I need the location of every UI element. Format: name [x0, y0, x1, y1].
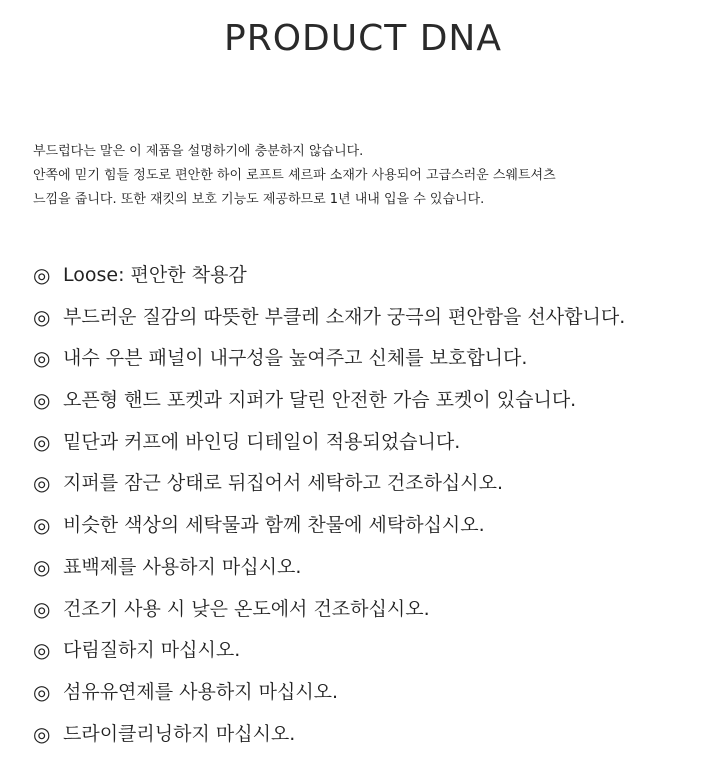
feature-text: 오픈형 핸드 포켓과 지퍼가 달린 안전한 가슴 포켓이 있습니다. [63, 389, 577, 412]
feature-item [33, 510, 723, 552]
circle-bullet-icon: ◎ [33, 263, 51, 287]
feature-item [33, 468, 723, 510]
circle-bullet-icon: ◎ [33, 554, 51, 579]
feature-text: 부드러운 질감의 따뜻한 부클레 소재가 궁극의 편안함을 선사합니다. [63, 305, 626, 328]
feature-text: 지퍼를 잠근 상태로 뒤집어서 세탁하고 건조하십시오. [63, 472, 504, 495]
feature-item [33, 552, 723, 594]
circle-bullet-icon: ◎ [33, 471, 51, 496]
circle-bullet-icon: ◎ [33, 721, 51, 746]
circle-bullet-icon: ◎ [33, 346, 51, 371]
circle-bullet-icon: ◎ [33, 388, 51, 413]
feature-text: 밑단과 커프에 바인딩 디테일이 적용되었습니다. [63, 430, 461, 453]
feature-item [33, 385, 723, 427]
feature-item [33, 343, 723, 385]
circle-bullet-icon: ◎ [33, 638, 51, 663]
intro-paragraph [33, 140, 713, 212]
feature-text: Loose: 편안한 착용감 [63, 264, 247, 286]
feature-text: 건조기 사용 시 낮은 온도에서 건조하십시오. [63, 597, 430, 620]
feature-text: 내수 우븐 패널이 내구성을 높여주고 신체를 보호합니다. [63, 347, 528, 370]
intro-line: 느낌을 줍니다. 또한 재킷의 보호 기능도 제공하므로 1년 내내 입을 수 있습니다. [33, 192, 485, 207]
circle-bullet-icon: ◎ [33, 429, 51, 454]
feature-text: 다림질하지 마십시오. [63, 639, 241, 662]
feature-item [33, 260, 723, 302]
feature-item [33, 427, 723, 469]
circle-bullet-icon: ◎ [33, 596, 51, 621]
circle-bullet-icon: ◎ [33, 304, 51, 329]
feature-list [33, 260, 723, 760]
page-title: PRODUCT DNA [224, 18, 502, 59]
feature-item [33, 635, 723, 677]
feature-item [33, 594, 723, 636]
feature-item [33, 719, 723, 761]
feature-text: 섬유유연제를 사용하지 마십시오. [63, 680, 339, 703]
circle-bullet-icon: ◎ [33, 679, 51, 704]
feature-item [33, 677, 723, 719]
circle-bullet-icon: ◎ [33, 513, 51, 538]
feature-text: 표백제를 사용하지 마십시오. [63, 555, 302, 578]
feature-text: 비슷한 색상의 세탁물과 함께 찬물에 세탁하십시오. [63, 514, 485, 537]
feature-text: 드라이클리닝하지 마십시오. [63, 722, 296, 745]
intro-line: 부드럽다는 말은 이 제품을 설명하기에 충분하지 않습니다. [33, 144, 364, 159]
intro-line: 안쪽에 믿기 힘들 정도로 편안한 하이 로프트 셰르파 소재가 사용되어 고급스러운 스웨트셔츠 [33, 168, 556, 183]
feature-item [33, 302, 723, 344]
